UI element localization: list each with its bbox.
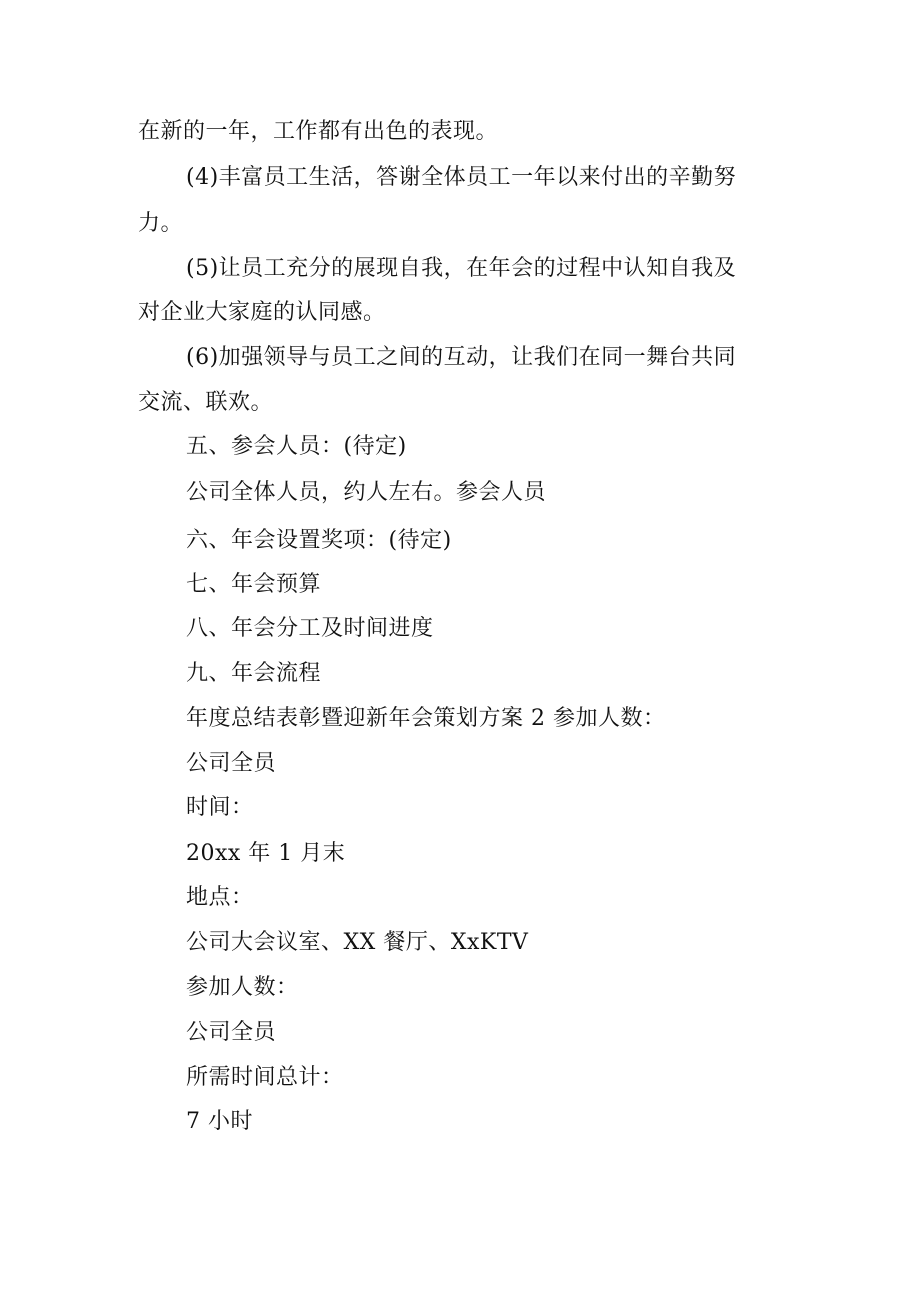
text-line: 公司全体人员，约人左右。参会人员	[186, 480, 547, 505]
field-value: 7 小时	[186, 1109, 253, 1134]
field-value: 公司全员	[186, 1020, 277, 1045]
field-value: 20xx 年 1 月末	[186, 841, 346, 866]
text-line: 交流、联欢。	[138, 390, 274, 415]
text-line: 力。	[138, 211, 184, 236]
section-heading: 九、年会流程	[186, 661, 322, 686]
text-line: (4)丰富员工生活，答谢全体员工一年以来付出的辛勤努	[186, 165, 737, 190]
field-label: 所需时间总计：	[186, 1065, 344, 1090]
field-label: 参加人数：	[186, 975, 299, 1000]
section-heading: 八、年会分工及时间进度	[186, 616, 434, 641]
section-heading: 七、年会预算	[186, 572, 322, 597]
field-label: 地点：	[186, 885, 254, 910]
document-subtitle: 年度总结表彰暨迎新年会策划方案 2 参加人数：	[186, 706, 666, 731]
field-label: 时间：	[186, 795, 254, 820]
text-line: 公司全员	[186, 751, 277, 776]
section-heading: 六、年会设置奖项：(待定)	[186, 528, 452, 553]
text-line: (6)加强领导与员工之间的互动，让我们在同一舞台共同	[186, 345, 737, 370]
text-line: 对企业大家庭的认同感。	[138, 300, 386, 325]
section-heading: 五、参会人员：(待定)	[186, 434, 407, 459]
field-value: 公司大会议室、XX 餐厅、XxKTV	[186, 930, 529, 955]
text-line: (5)让员工充分的展现自我，在年会的过程中认知自我及	[186, 256, 737, 281]
text-line: 在新的一年，工作都有出色的表现。	[138, 119, 499, 144]
